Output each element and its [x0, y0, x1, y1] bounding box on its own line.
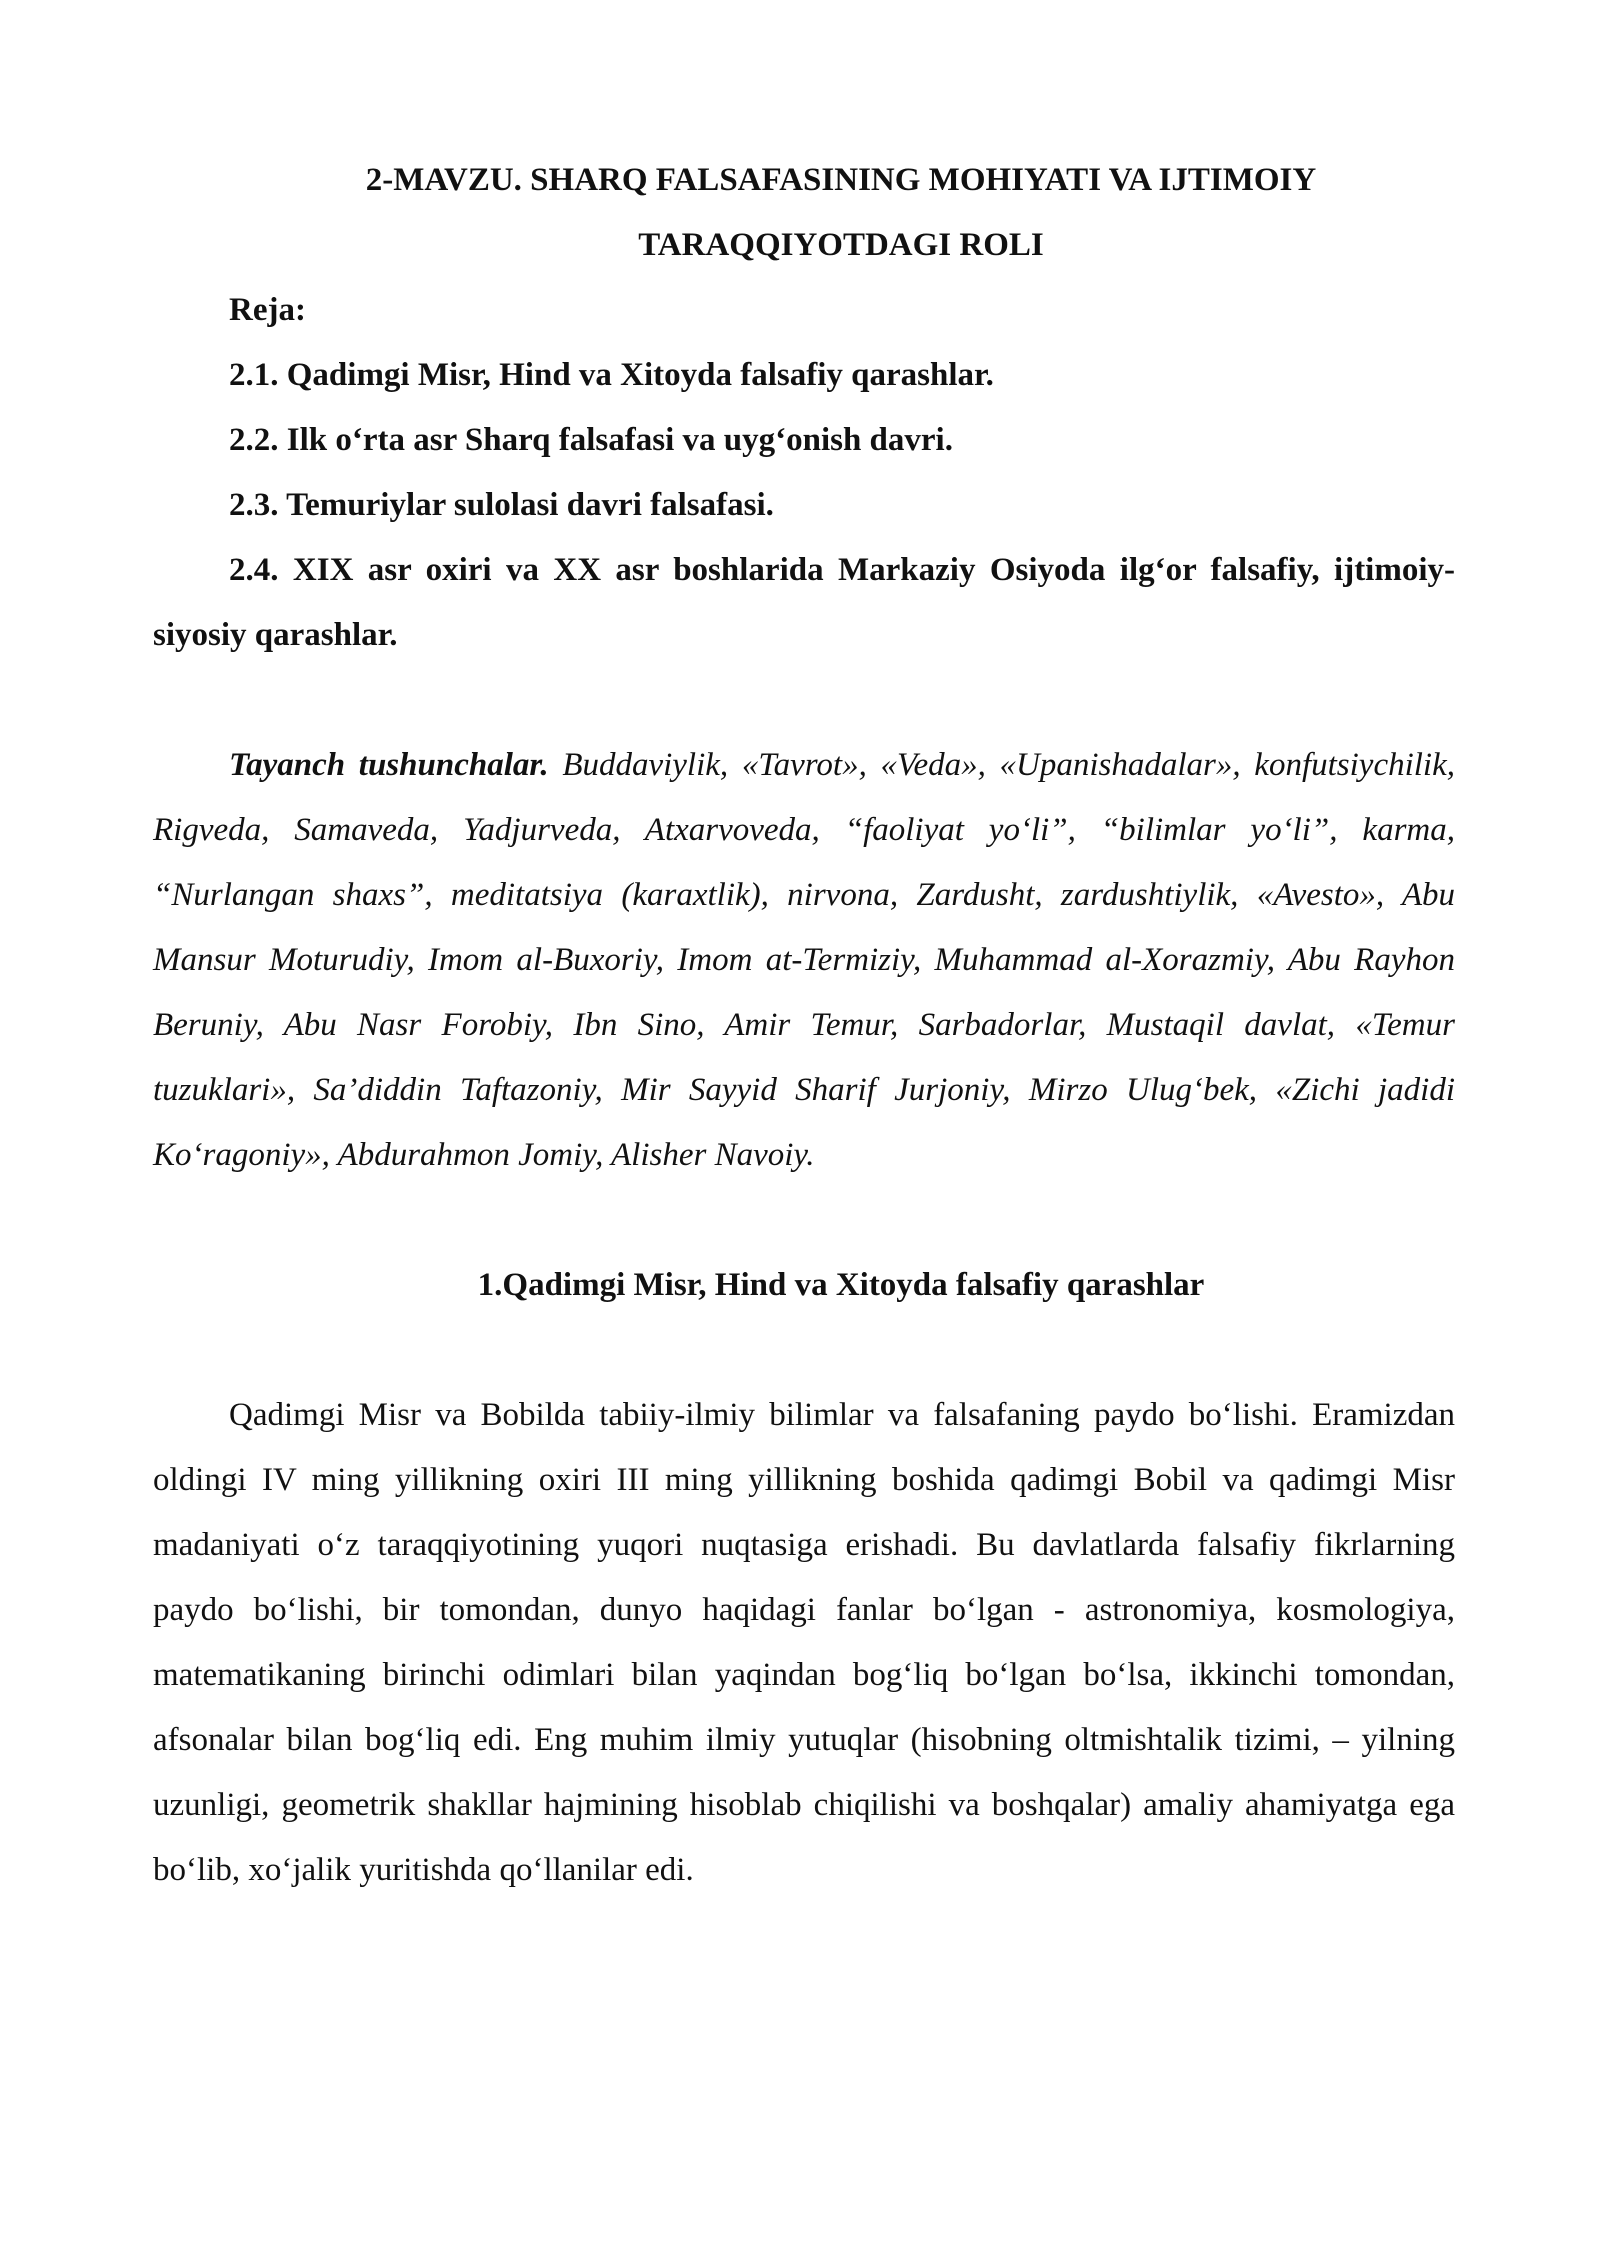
section-heading: 1.Qadimgi Misr, Hind va Xitoyda falsafiy qarashlar [477, 1267, 1205, 1303]
document-page [153, 148, 1455, 1903]
plan-item-2-1: 2.1. Qadimgi Misr, Hind va Xitoyda falsafiy qarashlar. [229, 357, 994, 393]
section-paragraph: Qadimgi Misr va Bobilda tabiiy-ilmiy bilimlar va falsafaning paydo bo‘lishi. Eramizdan oldingi IV ming yillikning oxiri III ming yillikning boshida qadimgi Bobil va qadimgi Misr madaniyati o‘z taraqqiyotining yuqori nuqtasiga erishadi. Bu davlatlarda falsafiy fikrlarning paydo bo‘lishi, bir tomondan, dunyo haqidagi fanlar bo‘lgan - astronomiya, kosmologiya, matematikaning birinchi odimlari bilan yaqindan bog‘liq bo‘lgan bo‘lsa, ikkinchi tomondan, afsonalar bilan bog‘liq edi. Eng muhim ilmiy yutuqlar (hisobning oltmishtalik tizimi, – yilning uzunligi, geometrik shakllar hajmining hisoblab chiqilishi va boshqalar) amaliy ahamiyatga ega bo‘lib, xo‘jalik yuritishda qo‘llanilar edi. [153, 1397, 1455, 1888]
key-concepts-paragraph [153, 733, 1455, 1188]
title-line-1: 2-MAVZU. SHARQ FALSAFASINING MOHIYATI VA IJTIMOIY [365, 162, 1317, 198]
key-concepts-lead: Tayanch tushunchalar. [229, 747, 549, 783]
title-line-2: TARAQQIYOTDAGI ROLI [638, 227, 1044, 263]
plan-item-2-3: 2.3. Temuriylar sulolasi davri falsafasi. [229, 487, 774, 523]
plan-label: Reja: [229, 292, 306, 328]
plan-item-2-4: 2.4. XIX asr oxiri va XX asr boshlarida Markaziy Osiyoda ilg‘or falsafiy, ijtimoiy-siyosiy qarashlar. [153, 552, 1455, 653]
document-title [153, 148, 1455, 278]
plan-item-2-2: 2.2. Ilk o‘rta asr Sharq falsafasi va uyg‘onish davri. [229, 422, 953, 458]
key-concepts-text: Buddaviylik, «Tavrot», «Veda», «Upanishadalar», konfutsiychilik, Rigveda, Samaveda, Yadjurveda, Atxarvoveda, “faoliyat yo‘li”, “bilimlar yo‘li”, karma, “Nurlangan shaxs”, meditatsiya (karaxtlik), nirvona, Zardusht, zardushtiylik, «Avesto», Abu Mansur Moturudiy, Imom al-Buxoriy, Imom at-Termiziy, Muhammad al-Xorazmiy, Abu Rayhon Beruniy, Abu Nasr Forobiy, Ibn Sino, Amir Temur, Sarbadorlar, Mustaqil davlat, «Temur tuzuklari», Sa’diddin Taftazoniy, Mir Sayyid Sharif Jurjoniy, Mirzo Ulug‘bek, «Zichi jadidi Ko‘ragoniy», Abdurahmon Jomiy, Alisher Navoiy. [153, 747, 1455, 1173]
